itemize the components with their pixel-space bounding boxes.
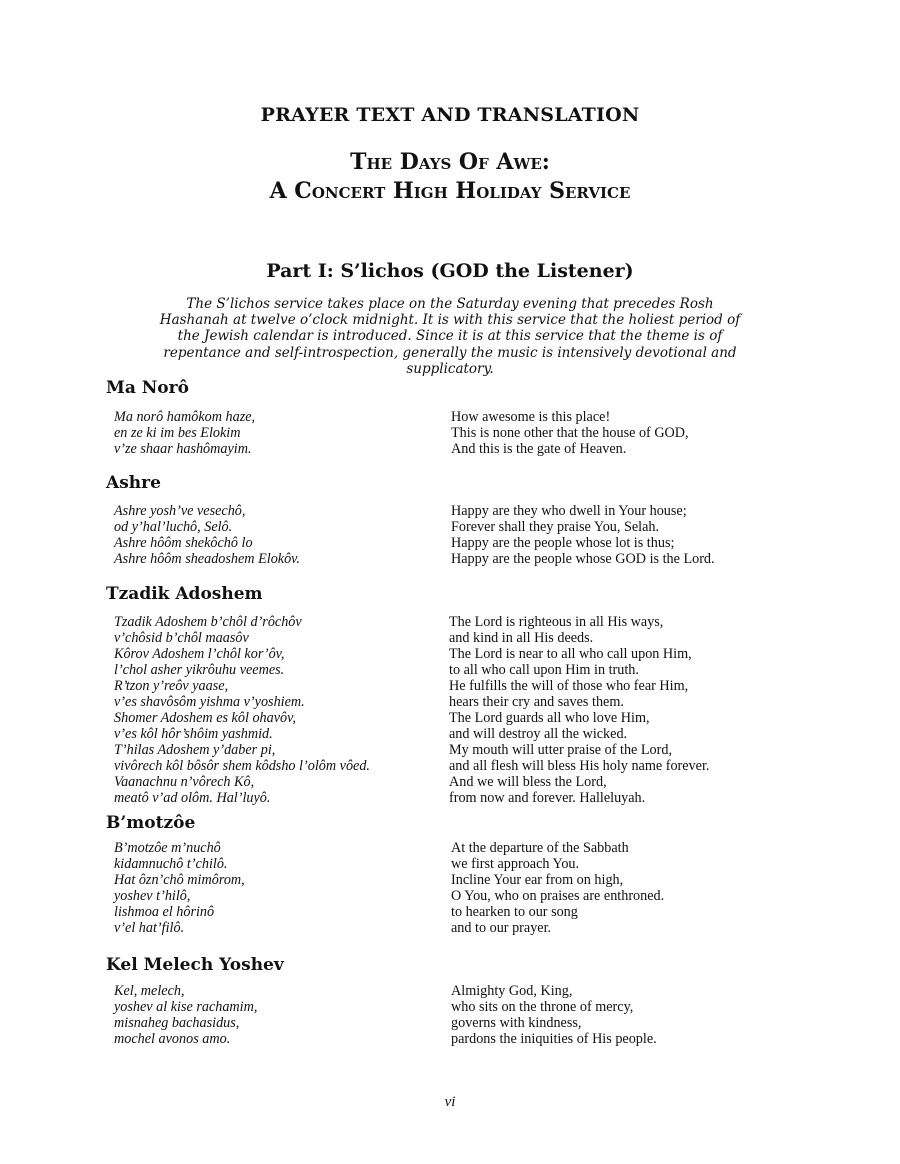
translation-line: we first approach You.	[451, 856, 580, 872]
transliteration-line: v’el hat’filô.	[114, 920, 185, 936]
translation-line: The Lord is near to all who call upon Him,	[449, 646, 692, 662]
translation-block-ma-noro	[451, 409, 871, 457]
transliteration-line: Kôrov Adoshem l’chôl kor’ôv,	[114, 646, 285, 662]
document-title-line-1: The Days Of Awe:	[350, 149, 550, 175]
transliteration-line: Vaanachnu n’vôrech Kô,	[114, 774, 255, 790]
transliteration-block-tzadik-adoshem	[114, 614, 424, 806]
transliteration-line: kidamnuchô t’chilô.	[114, 856, 228, 872]
section-title-tzadik-adoshem: Tzadik Adoshem	[106, 584, 263, 604]
translation-block-kel-melech-yoshev	[451, 983, 871, 1047]
translation-line: to hearken to our song	[451, 904, 578, 920]
section-title-kel-melech-yoshev: Kel Melech Yoshev	[106, 955, 284, 975]
translation-block-ashre	[451, 503, 871, 567]
transliteration-line: Hat ôzn’chô mimôrom,	[114, 872, 245, 888]
transliteration-line: Ma norô hamôkom haze,	[114, 409, 256, 425]
translation-line: governs with kindness,	[451, 1015, 582, 1031]
transliteration-line: yoshev al kise rachamim,	[114, 999, 258, 1015]
translation-line: This is none other that the house of GOD,	[451, 425, 689, 441]
document-header: PRAYER TEXT AND TRANSLATION	[260, 104, 640, 126]
transliteration-line: misnaheg bachasidus,	[114, 1015, 240, 1031]
transliteration-line: v’ze shaar hashômayim.	[114, 441, 252, 457]
transliteration-block-ashre	[114, 503, 424, 567]
page-number: vi	[444, 1094, 456, 1110]
transliteration-line: Ashre hôôm sheadoshem Elokôv.	[114, 551, 300, 567]
translation-line: O You, who on praises are enthroned.	[451, 888, 665, 904]
transliteration-line: R’tzon y’reôv yaase,	[114, 678, 229, 694]
transliteration-line: meatô v’ad olôm. Hal’luyô.	[114, 790, 271, 806]
translation-line: Forever shall they praise You, Selah.	[451, 519, 660, 535]
transliteration-line: T’hilas Adoshem y’daber pi,	[114, 742, 276, 758]
translation-line: Happy are they who dwell in Your house;	[451, 503, 687, 519]
transliteration-line: Ashre hôôm shekôchô lo	[114, 535, 253, 551]
translation-line: My mouth will utter praise of the Lord,	[449, 742, 673, 758]
translation-line: At the departure of the Sabbath	[451, 840, 629, 856]
transliteration-line: v’es kôl hôr’shôim yashmid.	[114, 726, 273, 742]
transliteration-line: Shomer Adoshem es kôl ohavôv,	[114, 710, 296, 726]
section-title-ashre: Ashre	[106, 473, 161, 493]
transliteration-line: vivôrech kôl bôsôr shem kôdsho l’olôm vôed.	[114, 758, 370, 774]
transliteration-line: od y’hal’luchô, Selô.	[114, 519, 233, 535]
transliteration-line: Ashre yosh’ve vesechô,	[114, 503, 246, 519]
translation-line: Almighty God, King,	[451, 983, 573, 999]
translation-line: And this is the gate of Heaven.	[451, 441, 627, 457]
translation-line: and to our prayer.	[451, 920, 552, 936]
transliteration-line: en ze ki im bes Elokim	[114, 425, 241, 441]
translation-line: and will destroy all the wicked.	[449, 726, 628, 742]
translation-line: and all flesh will bless His holy name forever.	[449, 758, 710, 774]
transliteration-block-bmotzoe	[114, 840, 424, 936]
translation-line: Incline Your ear from on high,	[451, 872, 624, 888]
document-title-line-2: A Concert High Holiday Service	[269, 178, 631, 204]
transliteration-line: lishmoa el hôrinô	[114, 904, 215, 920]
section-title-bmotzoe: B’motzôe	[106, 813, 196, 833]
translation-line: who sits on the throne of mercy,	[451, 999, 634, 1015]
translation-line: The Lord guards all who love Him,	[449, 710, 650, 726]
translation-line: to all who call upon Him in truth.	[449, 662, 639, 678]
translation-block-bmotzoe	[451, 840, 871, 936]
translation-line: and kind in all His deeds.	[449, 630, 594, 646]
transliteration-line: Tzadik Adoshem b’chôl d’rôchôv	[114, 614, 302, 630]
translation-line: Happy are the people whose GOD is the Lord.	[451, 551, 715, 567]
part-title: Part I: S’lichos (GOD the Listener)	[266, 260, 634, 282]
transliteration-line: mochel avonos amo.	[114, 1031, 231, 1047]
translation-line: pardons the iniquities of His people.	[451, 1031, 657, 1047]
translation-line: He fulfills the will of those who fear Him,	[449, 678, 689, 694]
transliteration-line: v’es shavôsôm yishma v’yoshiem.	[114, 694, 305, 710]
section-title-ma-noro: Ma Norô	[106, 378, 189, 398]
transliteration-line: l’chol asher yikrôuhu veemes.	[114, 662, 285, 678]
transliteration-line: Kel, melech,	[114, 983, 185, 999]
transliteration-line: v’chôsid b’chôl maasôv	[114, 630, 249, 646]
transliteration-line: B’motzôe m’nuchô	[114, 840, 221, 856]
translation-line: Happy are the people whose lot is thus;	[451, 535, 675, 551]
translation-line: The Lord is righteous in all His ways,	[449, 614, 664, 630]
transliteration-line: yoshev t’hilô,	[114, 888, 191, 904]
translation-line: And we will bless the Lord,	[449, 774, 607, 790]
translation-block-tzadik-adoshem	[449, 614, 869, 806]
intro-paragraph: The S’lichos service takes place on the Saturday evening that precedes Rosh Hashanah at twelve o’clock midnight. It is with this service that the holiest period of the Jewish calendar is introduced. Since it is at this service that the theme is of repentance and self-introspection, generally the music is intensively devotional and supplicatory.	[159, 296, 741, 377]
translation-line: from now and forever. Halleluyah.	[449, 790, 646, 806]
translation-line: How awesome is this place!	[451, 409, 611, 425]
transliteration-block-kel-melech-yoshev	[114, 983, 424, 1047]
transliteration-block-ma-noro	[114, 409, 424, 457]
translation-line: hears their cry and saves them.	[449, 694, 624, 710]
